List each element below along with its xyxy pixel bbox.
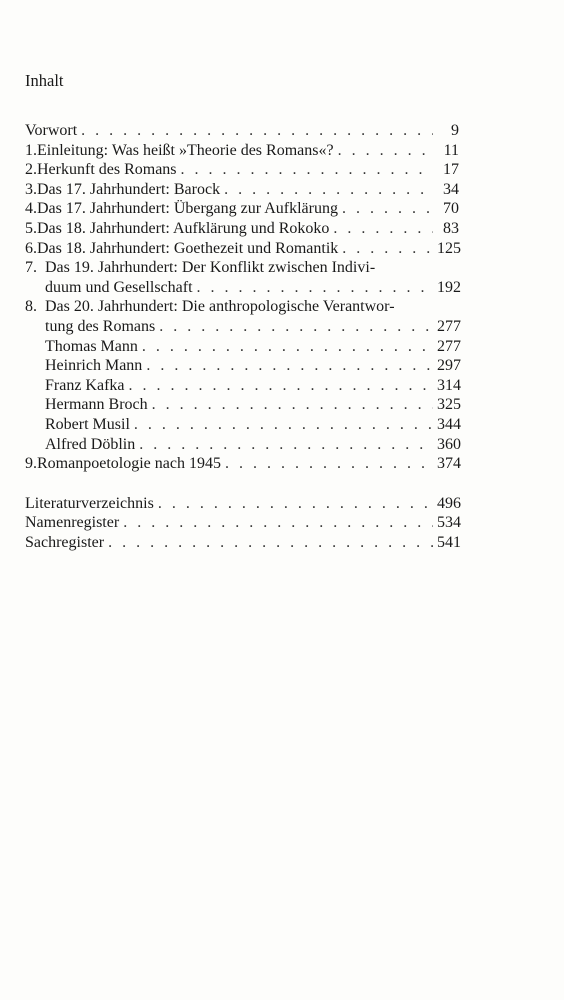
toc-subentry-hermann-broch [25,395,459,415]
toc-entry-title-line1: Das 20. Jahrhundert: Die anthropologische Verantwor- [45,298,395,316]
toc-page-number: 192 [437,278,461,296]
toc-entry-9 [25,454,459,474]
toc-entry-5 [25,219,459,239]
toc-entry-line [25,278,459,298]
toc-entry-line [25,258,459,278]
dot-leader [333,219,433,239]
toc-appendix-namenregister [25,513,459,533]
dot-leader [146,356,433,376]
toc-entry-title: Das 18. Jahrhundert: Goethezeit und Romantik [37,239,339,257]
toc-entry-title-line2: tung des Romans [45,317,156,335]
toc-entry-7 [25,258,459,297]
toc-subentry-franz-kafka [25,376,459,396]
chapter-number: 9. [25,455,37,473]
toc-page-number: 541 [437,533,461,551]
toc-entry-title: Heinrich Mann [45,357,143,375]
chapter-number: 2. [25,161,37,179]
dot-leader [139,435,433,455]
toc-subentry-heinrich-mann [25,356,459,376]
toc-entry-title: Literaturverzeichnis [25,494,154,512]
dot-leader [342,239,433,259]
toc-page-number: 277 [437,317,461,335]
toc-entry-3 [25,180,459,200]
toc-entry-1 [25,141,459,161]
toc-entry-4 [25,199,459,219]
dot-leader [342,199,433,219]
toc-entry-title: Robert Musil [45,415,130,433]
toc-appendix-sachregister [25,533,459,553]
toc-page-number: 325 [437,396,461,414]
toc-entry-line [25,317,459,337]
toc-page-number: 297 [437,357,461,375]
toc-entry-title: Thomas Mann [45,337,138,355]
dot-leader [197,278,433,298]
toc-entry-2 [25,160,459,180]
page-title: Inhalt [25,71,64,90]
toc-entry-8 [25,297,459,336]
toc-entry-title: Romanpoetologie nach 1945 [37,455,221,473]
dot-leader [159,317,433,337]
toc-entry-title: Alfred Döblin [45,435,136,453]
section-spacer [25,474,459,494]
toc-page-number: 9 [451,122,459,139]
toc-page-number: 534 [437,514,461,532]
dot-leader [338,141,433,161]
dot-leader [181,160,433,180]
chapter-number: 7. [25,259,37,277]
chapter-number: 8. [25,298,37,316]
chapter-number: 3. [25,180,37,198]
dot-leader [152,395,433,415]
chapter-number: 6. [25,239,37,257]
dot-leader [123,513,433,533]
toc-entry-title: Das 17. Jahrhundert: Barock [37,180,221,198]
toc-page-number: 17 [443,161,459,179]
toc-appendix-literaturverzeichnis [25,494,459,514]
toc-page-number: 11 [443,141,459,159]
toc-page-number: 125 [437,239,461,257]
toc-entry-title: Sachregister [25,533,105,551]
toc-page-number: 360 [437,435,461,453]
toc-subentry-robert-musil [25,415,459,435]
chapter-number: 4. [25,200,37,218]
toc-page-number: 374 [437,455,461,473]
toc-entry-vorwort [25,121,459,141]
dot-leader [134,415,433,435]
toc-entry-title: Vorwort [25,122,78,139]
dot-leader [142,337,433,357]
toc-list [25,121,459,552]
toc-entry-title: Das 17. Jahrhundert: Übergang zur Aufklärung [37,200,338,218]
dot-leader [158,494,433,514]
dot-leader [108,533,433,553]
dot-leader [224,180,433,200]
toc-page-number: 314 [437,376,461,394]
toc-entry-title-line2: duum und Gesellschaft [45,278,193,296]
dot-leader [225,454,433,474]
toc-entry-line [25,297,459,317]
toc-page-number: 70 [443,200,459,218]
toc-entry-title: Herkunft des Romans [37,161,177,179]
toc-page-number: 83 [443,219,459,237]
toc-page-number: 496 [437,494,461,512]
dot-leader [81,121,433,141]
chapter-number: 1. [25,141,37,159]
toc-subentry-alfred-doeblin [25,435,459,455]
toc-page-number: 277 [437,337,461,355]
toc-entry-title: Namenregister [25,514,120,532]
table-of-contents-page [25,71,459,552]
dot-leader [129,376,433,396]
chapter-number: 5. [25,219,37,237]
toc-subentry-thomas-mann [25,337,459,357]
toc-entry-title: Hermann Broch [45,396,148,414]
toc-entry-title: Einleitung: Was heißt »Theorie des Romans«? [37,141,334,159]
toc-entry-title: Das 18. Jahrhundert: Aufklärung und Rokoko [37,219,330,237]
toc-entry-title: Franz Kafka [45,376,125,394]
toc-entry-title-line1: Das 19. Jahrhundert: Der Konflikt zwischen Indivi- [45,259,376,277]
toc-entry-6 [25,239,459,259]
toc-page-number: 34 [443,180,459,198]
toc-page-number: 344 [437,415,461,433]
